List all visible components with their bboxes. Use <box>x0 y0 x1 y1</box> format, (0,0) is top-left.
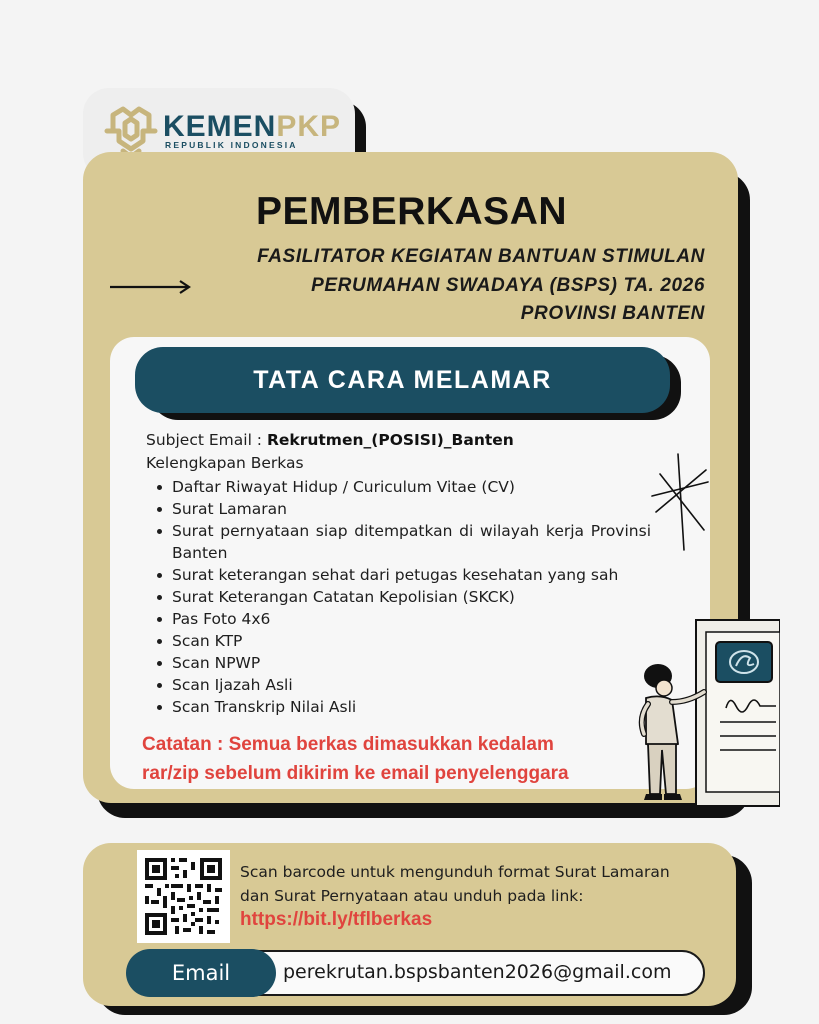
subtitle-line: FASILITATOR KEGIATAN BANTUAN STIMULAN <box>257 246 705 267</box>
list-item: Surat keterangan sehat dari petugas kesehatan yang sah <box>172 564 651 586</box>
requirements-list <box>172 476 651 718</box>
list-item: Scan Ijazah Asli <box>172 674 651 696</box>
list-item: Surat pernyataan siap ditempatkan di wilayah kerja Provinsi Banten <box>172 522 651 562</box>
starburst-icon <box>648 452 710 552</box>
requirements-label: Kelengkapan Berkas <box>146 454 304 472</box>
subject-label: Subject Email : <box>146 431 267 449</box>
logo-wordmark <box>163 110 341 144</box>
arrow-right-icon <box>108 278 194 296</box>
logo-wordmark-accent: PKP <box>276 110 342 143</box>
email-address[interactable]: perekrutan.bspsbanten2026@gmail.com <box>283 961 672 983</box>
woman-presenting-illustration <box>630 618 780 808</box>
list-item: Scan Transkrip Nilai Asli <box>172 696 651 718</box>
subject-email-line <box>146 431 514 449</box>
download-link[interactable]: https://bit.ly/tflberkas <box>240 909 433 930</box>
list-item: Surat Lamaran <box>172 498 651 520</box>
list-item: Pas Foto 4x6 <box>172 608 651 630</box>
list-item: Scan NPWP <box>172 652 651 674</box>
logo-subtitle: REPUBLIK INDONESIA <box>165 140 298 150</box>
position-subtitle <box>200 243 705 329</box>
section-title: TATA CARA MELAMAR <box>135 347 670 413</box>
page-title: PEMBERKASAN <box>256 190 568 233</box>
email-label: Email <box>126 949 276 997</box>
note-line: rar/zip sebelum dikirim ke email penyelenggara <box>142 763 569 784</box>
list-item: Daftar Riwayat Hidup / Curiculum Vitae (CV) <box>172 476 651 498</box>
note-line: Catatan : Semua berkas dimasukkan kedalam <box>142 734 554 755</box>
list-item: Surat Keterangan Catatan Kepolisian (SKCK) <box>172 586 651 608</box>
list-item: Scan KTP <box>172 630 651 652</box>
scan-instructions <box>240 860 725 908</box>
note <box>142 730 642 788</box>
scan-text-line: dan Surat Pernyataan atau unduh pada link: <box>240 887 584 905</box>
logo-wordmark-main: KEMEN <box>163 110 277 143</box>
subtitle-line: PROVINSI BANTEN <box>520 303 705 324</box>
qr-code-icon[interactable] <box>137 850 230 943</box>
subject-value: Rekrutmen_(POSISI)_Banten <box>266 431 514 449</box>
scan-text-line: Scan barcode untuk mengunduh format Surat Lamaran <box>240 863 670 881</box>
subtitle-line: PERUMAHAN SWADAYA (BSPS) TA. 2026 <box>311 274 705 296</box>
